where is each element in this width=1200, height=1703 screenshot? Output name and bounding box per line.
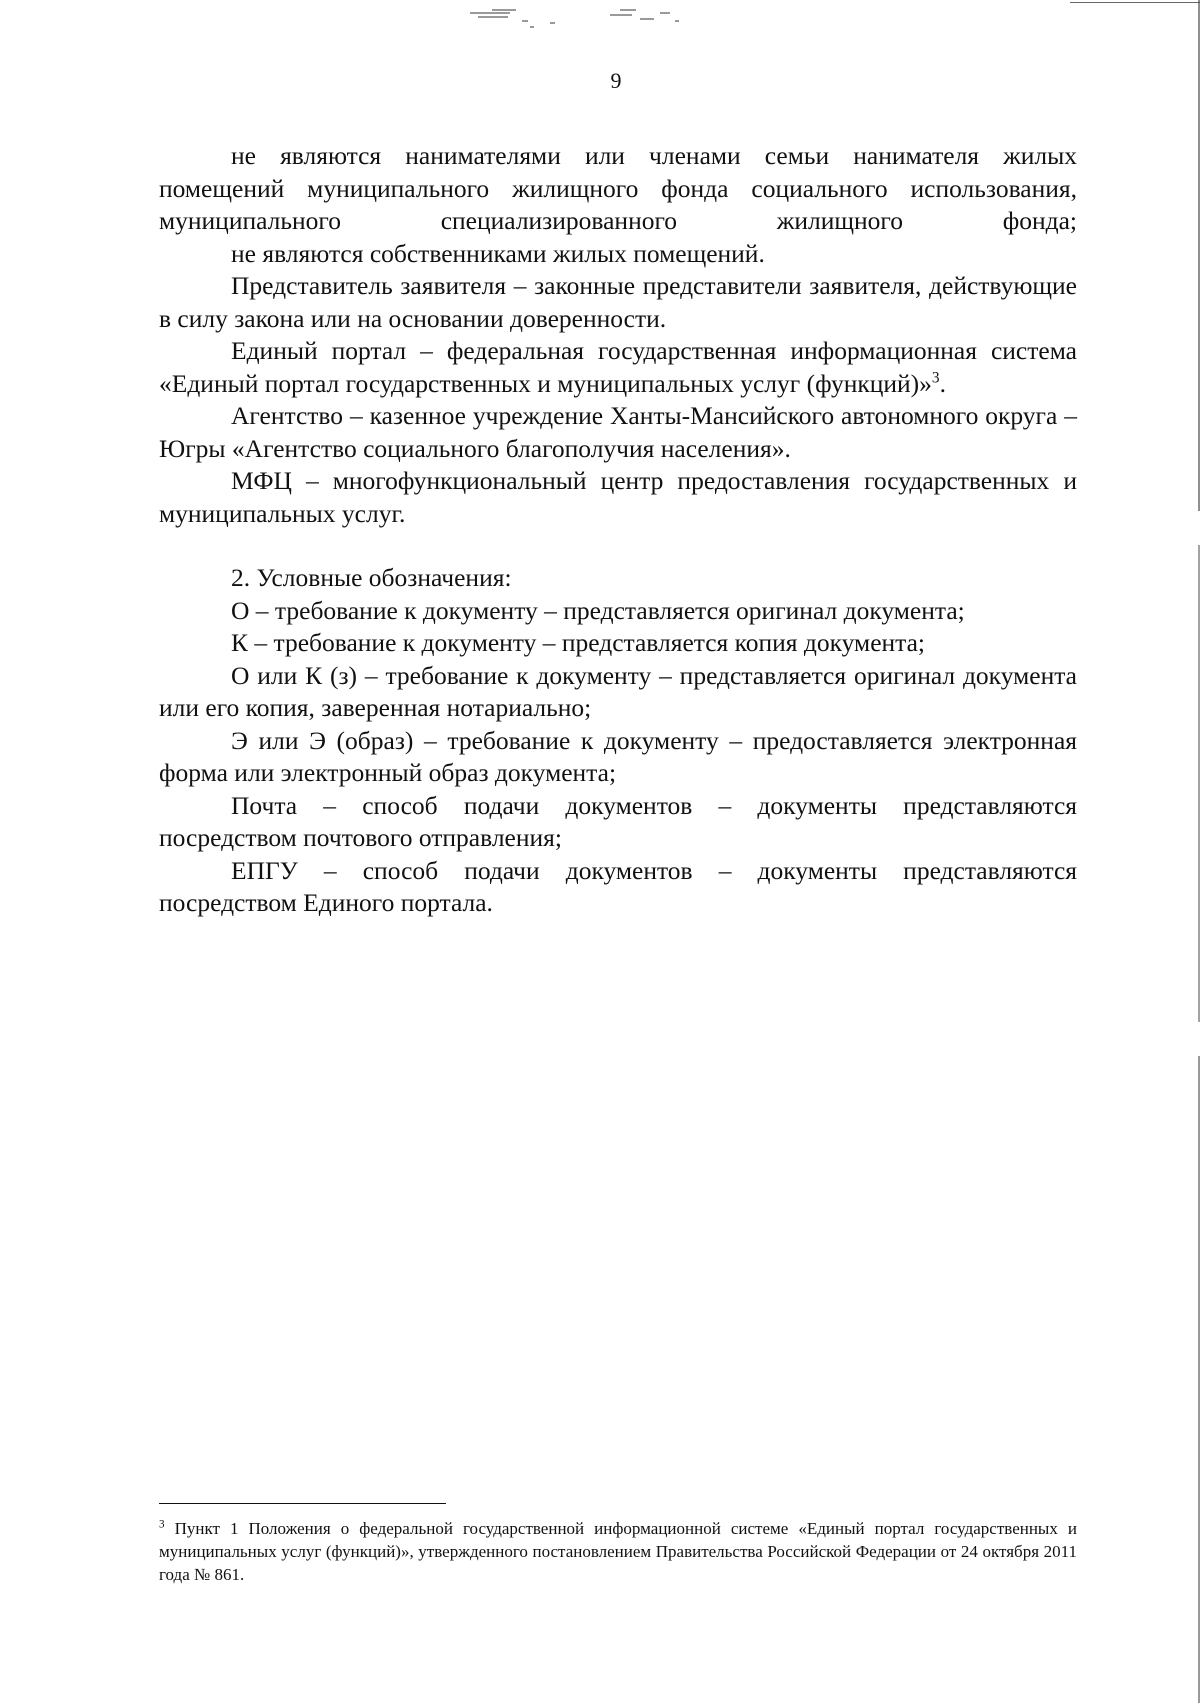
- footnote-separator: [159, 1503, 446, 1504]
- footnote-text: Пункт 1 Положения о федеральной государственной информационной системе «Единый портал государственных и муниципальных услуг (функций)», утвержденного постановлением Правительства Российской Федерации от 24 октября 2011 года № 861.: [159, 1519, 1077, 1584]
- paragraph-agency: Агентство – казенное учреждение Ханты-Мансийского автономного округа – Югры «Агентство социального благополучия населения».: [159, 401, 1077, 463]
- unified-portal-text: Единый портал – федеральная государственная информационная система «Единый портал государственных и муниципальных услуг (функций)»: [159, 336, 1077, 398]
- paragraph-notation-epgu: ЕПГУ – способ подачи документов – документы представляются посредством Единого портала.: [159, 855, 1077, 917]
- footnote: [159, 1517, 1077, 1586]
- scan-noise-marks: [470, 0, 750, 40]
- paragraph-notation-electronic: Э или Э (образ) – требование к документу – предоставляется электронная форма или электронный образ документа;: [159, 725, 1077, 787]
- paragraph-unified-portal: [159, 335, 1077, 400]
- footnote-reference: 3: [931, 369, 940, 386]
- paragraph-not-owners: не являются собственниками жилых помещений.: [231, 238, 765, 268]
- footnote-reference-period: .: [939, 368, 946, 398]
- paragraph-applicant-representative: Представитель заявителя – законные представители заявителя, действующие в силу закона или на основании доверенности.: [159, 271, 1077, 333]
- paragraph-notation-original-or-notarized: О или К (з) – требование к документу – представляется оригинал документа или его копия, заверенная нотариально;: [159, 660, 1077, 722]
- section-heading-notation: 2. Условные обозначения:: [231, 563, 512, 592]
- paragraph-mfc: МФЦ – многофункциональный центр предоставления государственных и муниципальных услуг.: [159, 466, 1077, 528]
- paragraph-notation-mail: Почта – способ подачи документов – документы представляются посредством почтового отправления;: [159, 790, 1077, 852]
- scan-edge-line: [1070, 2, 1200, 3]
- document-body: [159, 140, 1077, 920]
- footnote-marker: 3: [159, 1518, 165, 1531]
- page-number: 9: [610, 68, 622, 93]
- paragraph-notation-original: О – требование к документу – представляется оригинал документа;: [231, 595, 965, 625]
- paragraph-not-tenants: не являются нанимателями или членами семьи нанимателя жилых помещений муниципального жилищного фонда социального использования, муниципального специализированного жилищного фонда;: [159, 141, 1077, 235]
- paragraph-notation-copy: К – требование к документу – представляется копия документа;: [231, 628, 926, 657]
